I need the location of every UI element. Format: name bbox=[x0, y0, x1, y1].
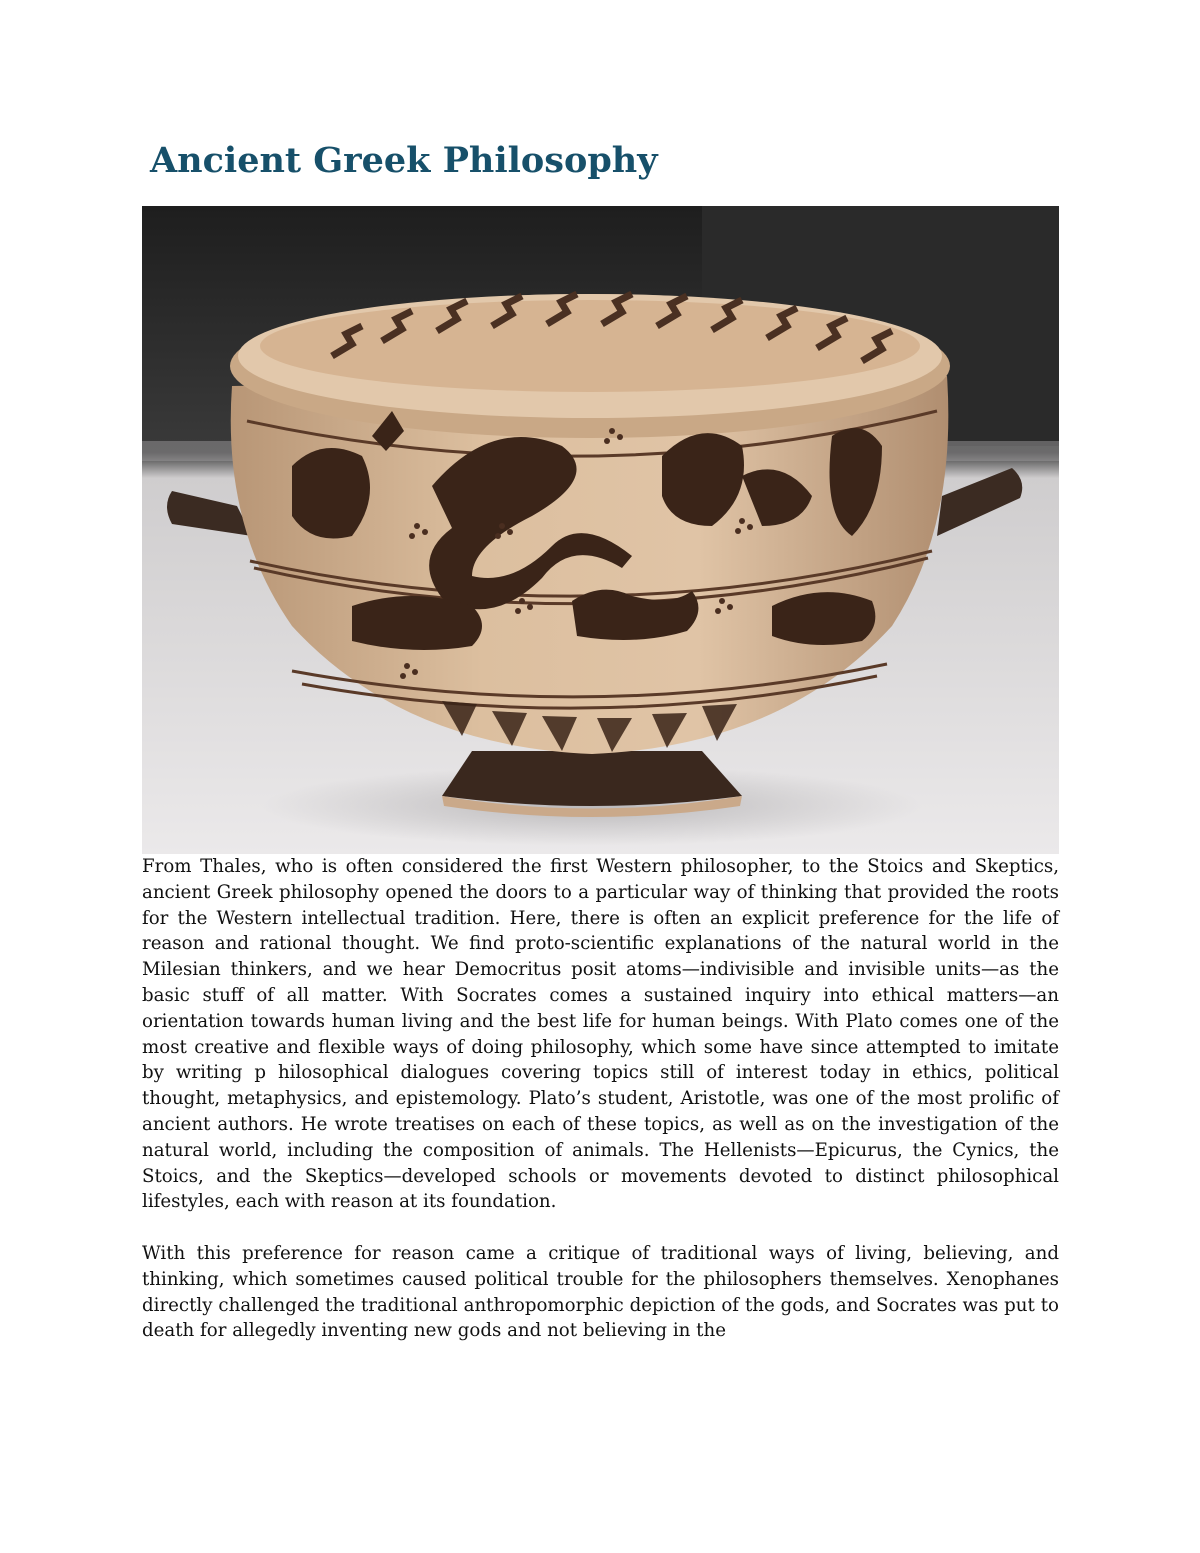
paragraph-1: From Thales, who is often considered the first Western philosopher, to the Stoics and Skeptics, ancient Greek philosophy opened the doors to a particular way of thinking that provided the roots for the Western intellectual tradition. Here, there is often an explicit preference for the life of reason and rational thought. We find proto-scientific explanations of the natural world in the Milesian thinkers, and we hear Democritus posit atoms—indivisible and invisible units—as the basic stuff of all matter. With Socrates comes a sustained inquiry into ethical matters—an orientation towards human living and the best life for human beings. With Plato comes one of the most creative and flexible ways of doing philosophy, which some have since attempted to imitate by writing p hilosophical dialogues covering topics still of interest today in ethics, political thought, metaphysics, and epistemology. Plato’s student, Aristotle, was one of the most prolific of ancient authors. He wrote treatises on each of these topics, as well as on the investigation of the natural world, including the composition of animals. The Hellenists—Epicurus, the Cynics, the Stoics, and the Skeptics—developed schools or movements devoted to distinct philosophical lifestyles, each with reason at its foundation. bbox=[142, 856, 1059, 1213]
page-title: Ancient Greek Philosophy bbox=[150, 140, 658, 181]
paragraph-2: With this preference for reason came a critique of traditional ways of living, believing, and thinking, which sometimes caused political trouble for the philosophers themselves. Xenophanes directly challenged the traditional anthropomorphic depiction of the gods, and Socrates was put to death for allegedly inventing new gods and not believing in the bbox=[142, 1242, 1059, 1342]
greek-kylix-photo bbox=[142, 206, 1059, 854]
article-body bbox=[142, 854, 1059, 1344]
